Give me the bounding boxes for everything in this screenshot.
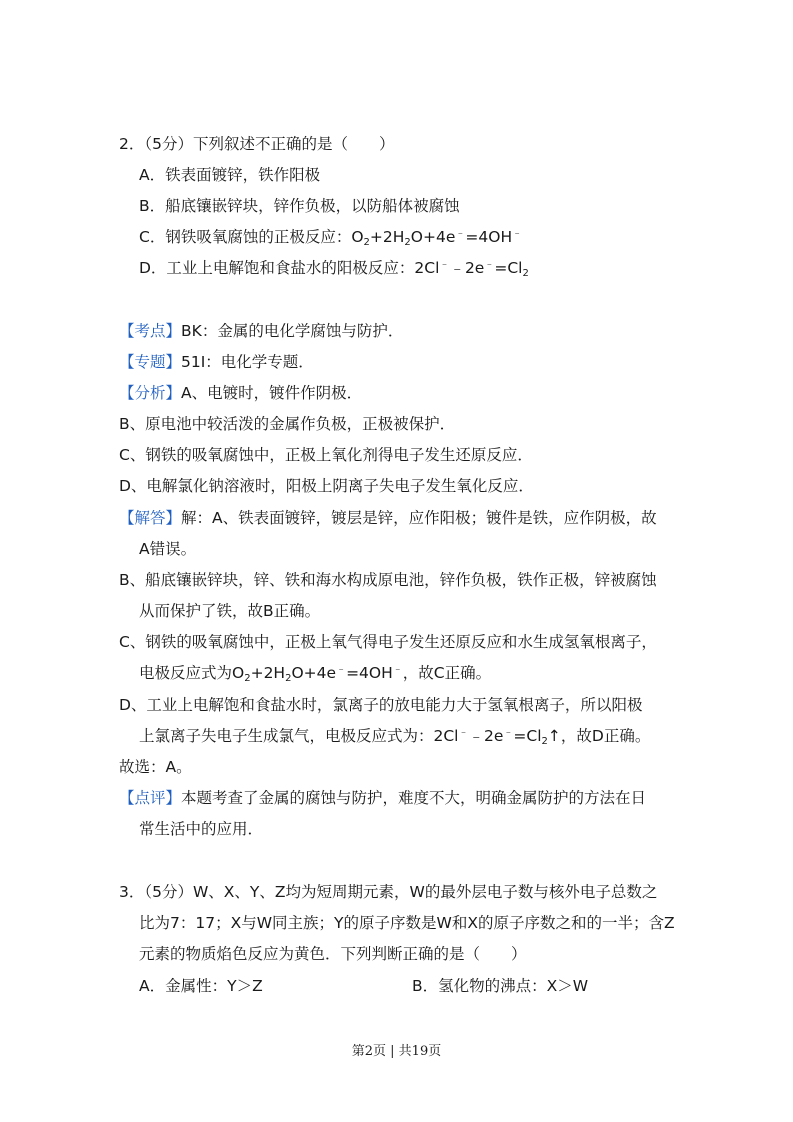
q3-stem-2: 比为7：17；X与W同主族；Y的原子序数是W和X的原子序数之和的一半；含Z — [139, 914, 675, 932]
kaodian-tag: 【考点】 — [119, 322, 182, 340]
q2-option-c: C．钢铁吸氧腐蚀的正极反应：$O_2+2H_2O+4e^﹣=4OH^﹣$ — [139, 228, 523, 248]
jieda-b1: B、船底镶嵌锌块，锌、铁和海水构成原电池，锌作负极，铁作正极，锌被腐蚀 — [119, 571, 657, 589]
q2-option-a: A．铁表面镀锌，铁作阳极 — [139, 166, 321, 184]
jieda-d2: 上氯离子失电子生成氯气，电极反应式为：$2Cl^﹣﹣2e^﹣=Cl_2↑$，故D正确。 — [139, 727, 651, 747]
q2-option-d: D．工业上电解饱和食盐水的阳极反应：$2Cl^﹣﹣2e^﹣=Cl_2$ — [139, 259, 529, 279]
jieda-c1: C、钢铁的吸氧腐蚀中，正极上氧气得电子发生还原反应和水生成氢氧根离子， — [119, 633, 657, 651]
answer-line: 故选：A。 — [119, 758, 192, 776]
fenxi-c: C、钢铁的吸氧腐蚀中，正极上氧化剂得电子发生还原反应． — [119, 446, 533, 464]
page-footer: 第2页 | 共19页 — [351, 1044, 442, 1059]
fenxi-d: D、电解氯化钠溶液时，阳极上阴离子失电子发生氧化反应． — [119, 477, 534, 495]
kaodian-line: 【考点】BK：金属的电化学腐蚀与防护． — [119, 322, 404, 340]
q3-stem-3: 元素的物质焰色反应为黄色．下列判断正确的是（ ） — [139, 945, 527, 963]
dianping-2: 常生活中的应用． — [139, 820, 264, 838]
zhuanti-line: 【专题】51I：电化学专题． — [119, 353, 314, 371]
jieda-c2: 电极反应式为$O_2+2H_2O+4e^﹣=4OH^﹣$，故C正确。 — [139, 664, 492, 684]
q3-option-b: B．氢化物的沸点：X＞W — [412, 977, 589, 995]
fenxi-tag: 【分析】 — [119, 384, 182, 402]
jieda-b2: 从而保护了铁，故B正确。 — [139, 602, 321, 620]
jieda-line: 【解答】解：A、铁表面镀锌，镀层是锌，应作阳极；镀件是铁，应作阴极，故 — [119, 509, 657, 527]
jieda-d1: D、工业上电解饱和食盐水时，氯离子的放电能力大于氢氧根离子，所以阳极 — [119, 696, 643, 714]
q3-option-a: A．金属性：Y＞Z — [139, 977, 263, 995]
fenxi-line: 【分析】A、电镀时，镀件作阴极． — [119, 384, 363, 402]
dianping-line: 【点评】本题考查了金属的腐蚀与防护，难度不大，明确金属防护的方法在日 — [119, 789, 647, 807]
q2-stem: 2．（5分）下列叙述不正确的是（ ） — [119, 135, 395, 153]
q2-option-b: B．船底镶嵌锌块，锌作负极，以防船体被腐蚀 — [139, 197, 460, 215]
zhuanti-tag: 【专题】 — [119, 353, 182, 371]
q3-stem-1: 3．（5分）W、X、Y、Z均为短周期元素，W的最外层电子数与核外电子总数之 — [119, 883, 658, 901]
fenxi-b: B、原电池中较活泼的金属作负极，正极被保护． — [119, 415, 456, 433]
jieda-tag: 【解答】 — [119, 509, 182, 527]
jieda-a2: A错误。 — [139, 540, 197, 558]
dianping-tag: 【点评】 — [119, 789, 182, 807]
